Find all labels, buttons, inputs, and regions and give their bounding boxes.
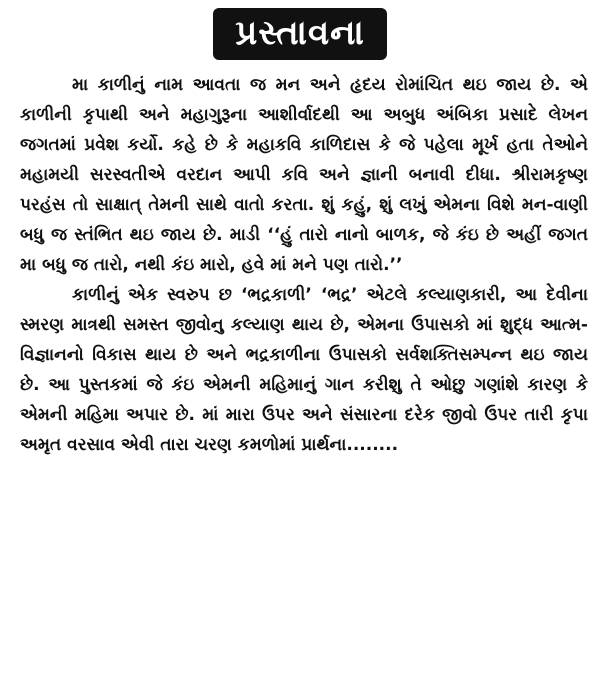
body-text: [20, 70, 588, 460]
page-title: પ્રસ્તાવના: [213, 8, 387, 60]
title-banner: [0, 8, 600, 60]
paragraph-1: મા કાળીનું નામ આવતા જ મન અને હૃદય રોમાંચિત થઇ જાય છે. એ કાળીની કૃપાથી અને મહાગુરૂના આશીર્વાદથી આ અબુધ અંબિકા પ્રસાદે લેખન જગતમાં પ્રવેશ કર્યો. કહે છે કે મહાકવિ કાળિદાસ કે જે પહેલા મૂર્ખ હતા તેઓને મહામયી સરસ્વતીએ વરદાન આપી કવિ અને જ્ઞાની બનાવી દીધા. શ્રીરામકૃષ્ણ પરહંસ તો સાક્ષાત્ તેમની સાથે વાતો કરતા. શું કહું, શું લખું એમના વિશે મન-વાણી બધુ જ સ્તંભિત થઇ જાય છે. માડી ‘‘હું તારો નાનો બાળક, જે કંઇ છે અહીં જગત મા બધુ જ તારો, નથી કંઇ મારો, હવે માં મને પણ તારો.’’: [20, 75, 588, 275]
paragraph-2: કાળીનું એક સ્વરુપ છ ‘ભદ્રકાળી’ ‘ભદ્ર’ એટલે કલ્યાણકારી, આ દેવીના સ્મરણ માત્રથી સમસ્ત જીવોનુ કલ્યાણ થાય છે, એમના ઉપાસકો માં શુદ્ધ આત્મ-વિજ્ઞાનનો વિકાસ થાય છે અને ભદ્રકાળીના ઉપાસકો સર્વશક્તિસમ્પન્ન થઇ જાય છે. આ પુસ્તકમાં જે કંઇ એમની મહિમાનું ગાન કરીશુ તે ઓછુ ગણાંશે કારણ કે એમની મહિમા અપાર છે. માં મારા ઉપર અને સંસારના દરેક જીવો ઉપર તારી કૃપા અમૃત વરસાવ એવી તારા ચરણ કમળોમાં પ્રાર્થના........: [20, 285, 588, 455]
